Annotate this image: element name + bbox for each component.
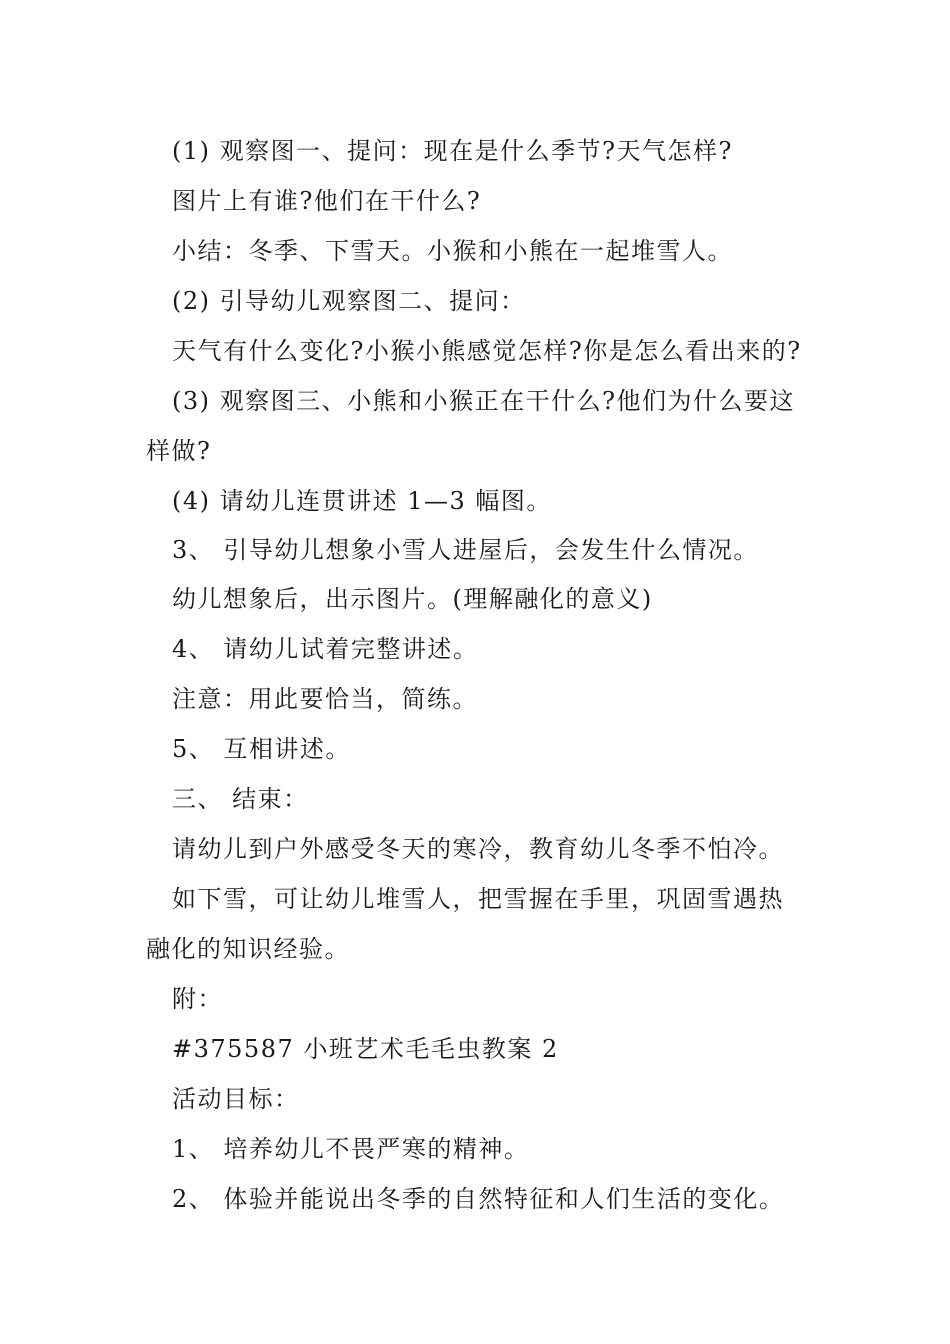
text-line: 5、 互相讲述。: [172, 735, 351, 763]
text-line: 注意：用此要恰当，简练。: [172, 685, 478, 713]
text-line: 融化的知识经验。: [146, 935, 350, 963]
text-line: 请幼儿到户外感受冬天的寒冷，教育幼儿冬季不怕冷。: [172, 835, 784, 863]
section-heading: 三、 结束：: [172, 785, 309, 813]
text-line: 小结：冬季、下雪天。小猴和小熊在一起堆雪人。: [172, 237, 733, 265]
text-line: 幼儿想象后，出示图片。(理解融化的意义): [172, 585, 653, 613]
document-subtitle: #375587 小班艺术毛毛虫教案 2: [172, 1035, 559, 1063]
section-heading: 活动目标：: [172, 1085, 300, 1113]
text-line: 1、 培养幼儿不畏严寒的精神。: [172, 1135, 530, 1163]
text-line: 2、 体验并能说出冬季的自然特征和人们生活的变化。: [172, 1185, 785, 1213]
text-line: (2) 引导幼儿观察图二、提问：: [172, 287, 526, 315]
text-line: (1) 观察图一、提问：现在是什么季节?天气怎样?: [172, 137, 733, 165]
text-line: (3) 观察图三、小熊和小猴正在干什么?他们为什么要这: [172, 387, 795, 415]
text-line: 附：: [172, 985, 223, 1013]
text-line: 如下雪，可让幼儿堆雪人，把雪握在手里，巩固雪遇热: [172, 885, 784, 913]
text-line: 4、 请幼儿试着完整讲述。: [172, 635, 479, 663]
text-line: 图片上有谁?他们在干什么?: [172, 187, 482, 215]
text-line: 天气有什么变化?小猴小熊感觉怎样?你是怎么看出来的?: [172, 337, 802, 365]
text-line: 3、 引导幼儿想象小雪人进屋后，会发生什么情况。: [172, 536, 759, 564]
text-line: 样做?: [146, 437, 212, 465]
text-line: (4) 请幼儿连贯讲述 1—3 幅图。: [172, 487, 552, 515]
